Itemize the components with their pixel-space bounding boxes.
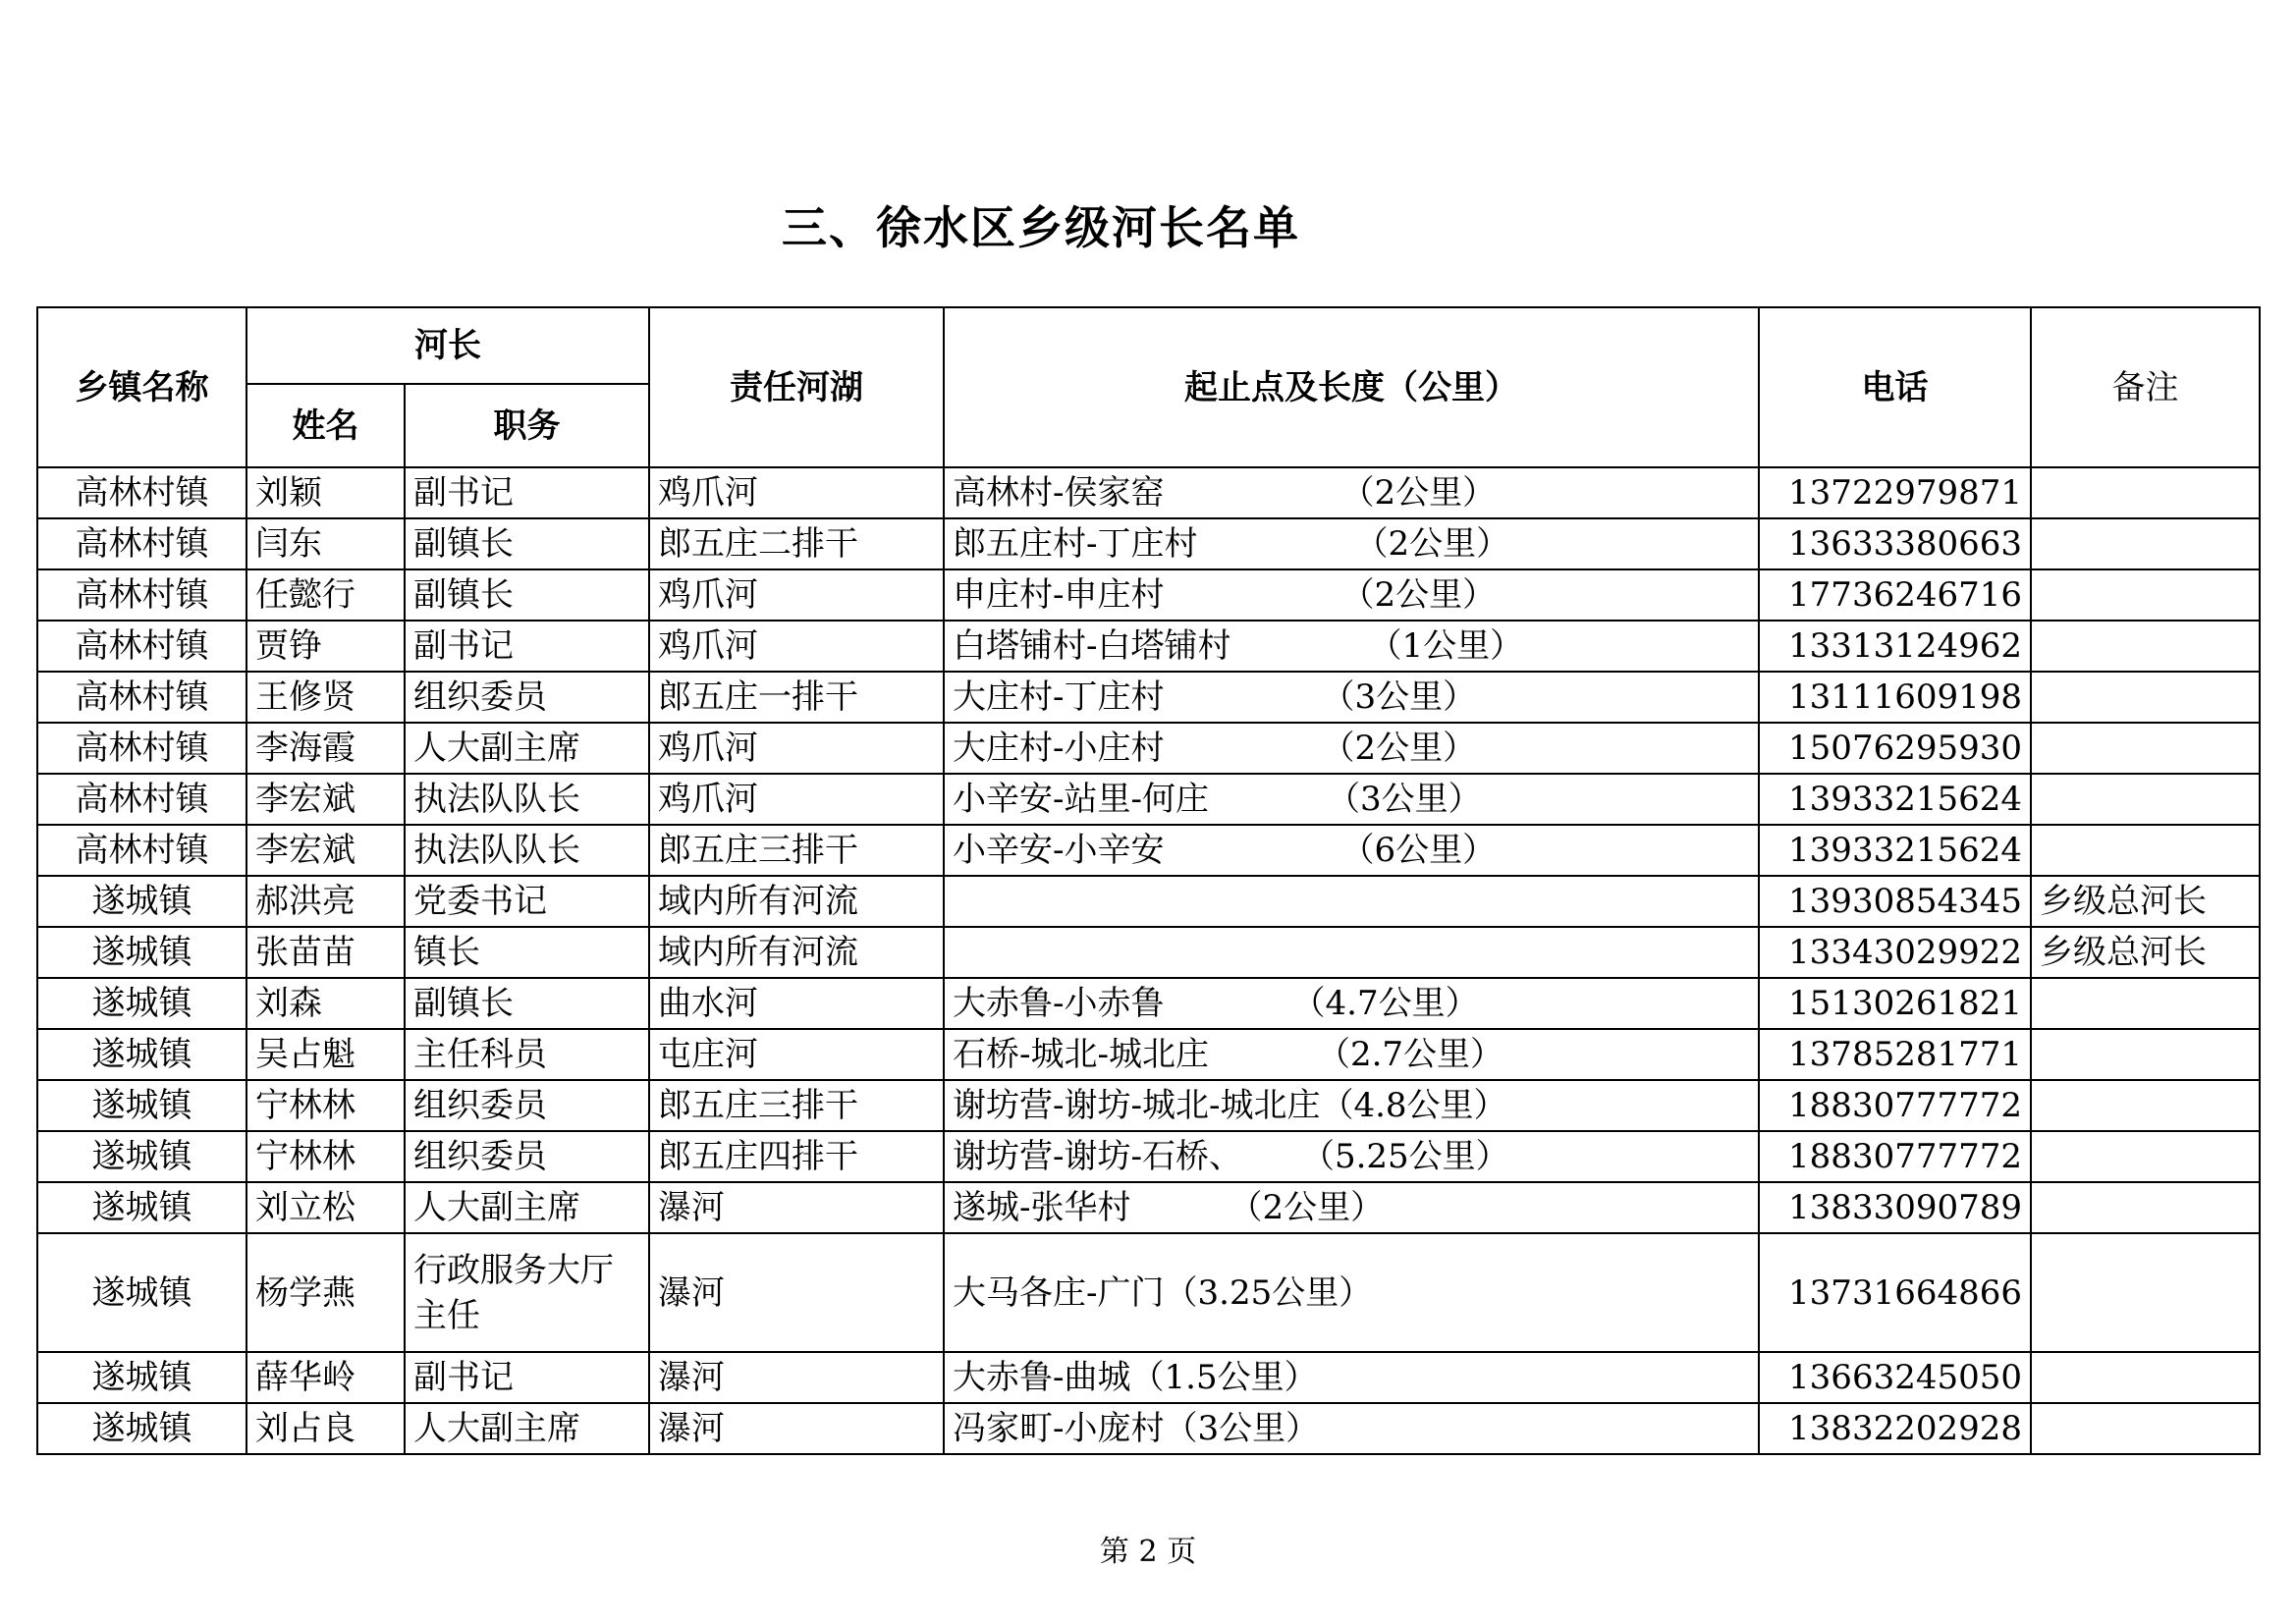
cell-note: [2031, 467, 2260, 518]
cell-name: 薛华岭: [246, 1352, 405, 1403]
cell-river: 域内所有河流: [649, 927, 944, 978]
range-length: （6公里）: [1340, 831, 1497, 870]
range-points: 大庄村-小庄村: [953, 729, 1165, 768]
cell-position: 副书记: [405, 621, 649, 672]
cell-township: 遂城镇: [37, 1029, 246, 1080]
cell-phone: 13832202928: [1759, 1403, 2031, 1454]
cell-river: 鸡爪河: [649, 467, 944, 518]
cell-position: 副镇长: [405, 978, 649, 1029]
table-row: [37, 1352, 2260, 1403]
cell-township: 高林村镇: [37, 774, 246, 825]
table-row: [37, 672, 2260, 723]
cell-name: 李宏斌: [246, 774, 405, 825]
cell-phone: 13343029922: [1759, 927, 2031, 978]
cell-note: 乡级总河长: [2031, 927, 2260, 978]
cell-position: 组织委员: [405, 672, 649, 723]
range-points: 申庄村-申庄村: [953, 575, 1165, 615]
cell-position: 副书记: [405, 467, 649, 518]
header-note: 备注: [2031, 307, 2260, 467]
cell-river: 鸡爪河: [649, 774, 944, 825]
cell-note: [2031, 978, 2260, 1029]
cell-name: 闫东: [246, 518, 405, 569]
range-points: 高林村-侯家窑: [953, 473, 1165, 513]
cell-phone: 15130261821: [1759, 978, 2031, 1029]
cell-range: [944, 1403, 1759, 1454]
cell-range: [944, 825, 1759, 876]
cell-range: [944, 723, 1759, 774]
cell-river: 郎五庄二排干: [649, 518, 944, 569]
cell-river: 郎五庄三排干: [649, 1080, 944, 1131]
cell-position: 主任科员: [405, 1029, 649, 1080]
cell-note: [2031, 621, 2260, 672]
cell-note: [2031, 672, 2260, 723]
cell-position: 执法队队长: [405, 825, 649, 876]
range-length: （3.25公里）: [1164, 1272, 1373, 1313]
header-river: 责任河湖: [649, 307, 944, 467]
cell-position: 党委书记: [405, 876, 649, 927]
cell-township: 高林村镇: [37, 672, 246, 723]
range-points: 遂城-张华村: [953, 1188, 1131, 1227]
cell-position: 组织委员: [405, 1080, 649, 1131]
range-length: （4.8公里）: [1320, 1086, 1507, 1125]
cell-river: 瀑河: [649, 1182, 944, 1233]
range-length: （1.5公里）: [1130, 1358, 1318, 1397]
cell-river: 域内所有河流: [649, 876, 944, 927]
range-points: 大赤鲁-曲城: [953, 1358, 1131, 1397]
table-row: [37, 1403, 2260, 1454]
cell-position: 组织委员: [405, 1131, 649, 1182]
cell-river: 郎五庄一排干: [649, 672, 944, 723]
cell-range: [944, 978, 1759, 1029]
cell-range: [944, 621, 1759, 672]
cell-note: [2031, 518, 2260, 569]
cell-township: 高林村镇: [37, 723, 246, 774]
cell-position: 人大副主席: [405, 1182, 649, 1233]
table-row: [37, 1080, 2260, 1131]
range-points: 谢坊营-谢坊-石桥、: [953, 1137, 1242, 1176]
cell-phone: 13933215624: [1759, 774, 2031, 825]
cell-note: [2031, 1233, 2260, 1352]
table-body: [37, 467, 2260, 1454]
header-position: 职务: [405, 384, 649, 467]
table-row: [37, 876, 2260, 927]
header-river-chief: 河长: [246, 307, 649, 384]
cell-range: [944, 518, 1759, 569]
range-length: （3公里）: [1321, 677, 1477, 717]
cell-range: [944, 1182, 1759, 1233]
cell-phone: 13633380663: [1759, 518, 2031, 569]
header-township: 乡镇名称: [37, 307, 246, 467]
cell-position: 执法队队长: [405, 774, 649, 825]
cell-name: 宁林林: [246, 1131, 405, 1182]
cell-township: 高林村镇: [37, 621, 246, 672]
cell-range: [944, 774, 1759, 825]
cell-township: 遂城镇: [37, 1352, 246, 1403]
cell-note: [2031, 825, 2260, 876]
header-phone: 电话: [1759, 307, 2031, 467]
cell-township: 遂城镇: [37, 1080, 246, 1131]
cell-note: [2031, 774, 2260, 825]
river-chief-table: [36, 306, 2261, 1455]
cell-range: [944, 467, 1759, 518]
cell-river: 鸡爪河: [649, 621, 944, 672]
range-length: （3公里）: [1326, 780, 1482, 819]
table-row: [37, 825, 2260, 876]
cell-township: 遂城镇: [37, 1233, 246, 1352]
table-row: [37, 723, 2260, 774]
cell-phone: 13933215624: [1759, 825, 2031, 876]
cell-note: [2031, 723, 2260, 774]
cell-phone: 18830777772: [1759, 1131, 2031, 1182]
cell-phone: 17736246716: [1759, 569, 2031, 621]
cell-river: 瀑河: [649, 1352, 944, 1403]
cell-name: 王修贤: [246, 672, 405, 723]
cell-phone: 13785281771: [1759, 1029, 2031, 1080]
cell-name: 刘占良: [246, 1403, 405, 1454]
cell-name: 刘立松: [246, 1182, 405, 1233]
cell-township: 高林村镇: [37, 569, 246, 621]
cell-range: [944, 1029, 1759, 1080]
cell-note: [2031, 1403, 2260, 1454]
cell-position: 副镇长: [405, 569, 649, 621]
range-length: （3公里）: [1164, 1409, 1320, 1448]
range-length: （5.25公里）: [1300, 1137, 1509, 1176]
cell-range: [944, 1131, 1759, 1182]
cell-river: 鸡爪河: [649, 569, 944, 621]
cell-township: 遂城镇: [37, 1131, 246, 1182]
table-row: [37, 467, 2260, 518]
cell-township: 高林村镇: [37, 518, 246, 569]
table-row: [37, 1131, 2260, 1182]
header-name: 姓名: [246, 384, 405, 467]
page-title: 三、徐水区乡级河长名单: [782, 201, 1300, 254]
page-number: 第 2 页: [1099, 1535, 1197, 1569]
cell-name: 郝洪亮: [246, 876, 405, 927]
cell-township: 遂城镇: [37, 1403, 246, 1454]
cell-river: 屯庄河: [649, 1029, 944, 1080]
table-row: [37, 1029, 2260, 1080]
cell-township: 遂城镇: [37, 1182, 246, 1233]
cell-township: 高林村镇: [37, 467, 246, 518]
cell-note: [2031, 1029, 2260, 1080]
cell-name: 任懿行: [246, 569, 405, 621]
cell-name: 李宏斌: [246, 825, 405, 876]
cell-name: 宁林林: [246, 1080, 405, 1131]
cell-position: 镇长: [405, 927, 649, 978]
cell-note: [2031, 569, 2260, 621]
cell-phone: 13722979871: [1759, 467, 2031, 518]
cell-name: 刘森: [246, 978, 405, 1029]
cell-position: 人大副主席: [405, 723, 649, 774]
range-points: 郎五庄村-丁庄村: [953, 524, 1198, 564]
range-points: 小辛安-站里-何庄: [953, 780, 1209, 819]
cell-position: 副书记: [405, 1352, 649, 1403]
cell-river: 鸡爪河: [649, 723, 944, 774]
cell-name: 贾铮: [246, 621, 405, 672]
cell-name: 张苗苗: [246, 927, 405, 978]
cell-note: [2031, 1131, 2260, 1182]
range-points: 冯家町-小庞村: [953, 1409, 1165, 1448]
table-row: [37, 569, 2260, 621]
range-length: （4.7公里）: [1291, 984, 1479, 1023]
cell-township: 高林村镇: [37, 825, 246, 876]
range-length: （2公里）: [1321, 729, 1477, 768]
header-range: 起止点及长度（公里）: [944, 307, 1759, 467]
cell-position: 行政服务大厅主任: [405, 1233, 649, 1352]
cell-range: [944, 876, 1759, 927]
range-points: 小辛安-小辛安: [953, 831, 1165, 870]
cell-note: [2031, 1080, 2260, 1131]
range-length: （1公里）: [1368, 626, 1524, 666]
cell-river: 曲水河: [649, 978, 944, 1029]
cell-river: 瀑河: [649, 1233, 944, 1352]
table-row: [37, 1233, 2260, 1352]
cell-name: 刘颖: [246, 467, 405, 518]
cell-phone: 13930854345: [1759, 876, 2031, 927]
cell-position: 副镇长: [405, 518, 649, 569]
range-length: （2公里）: [1340, 473, 1497, 513]
cell-note: [2031, 1352, 2260, 1403]
cell-range: [944, 1233, 1759, 1352]
cell-phone: 15076295930: [1759, 723, 2031, 774]
range-points: 谢坊营-谢坊-城北-城北庄: [953, 1086, 1321, 1125]
range-length: （2公里）: [1340, 575, 1497, 615]
cell-phone: 13663245050: [1759, 1352, 2031, 1403]
cell-phone: 13313124962: [1759, 621, 2031, 672]
cell-phone: 13731664866: [1759, 1233, 2031, 1352]
cell-phone: 18830777772: [1759, 1080, 2031, 1131]
cell-township: 遂城镇: [37, 927, 246, 978]
range-points: 石桥-城北-城北庄: [953, 1035, 1209, 1074]
cell-township: 遂城镇: [37, 876, 246, 927]
cell-phone: 13833090789: [1759, 1182, 2031, 1233]
cell-range: [944, 927, 1759, 978]
range-points: 大庄村-丁庄村: [953, 677, 1165, 717]
cell-river: 郎五庄三排干: [649, 825, 944, 876]
cell-range: [944, 1080, 1759, 1131]
cell-river: 瀑河: [649, 1403, 944, 1454]
cell-river: 郎五庄四排干: [649, 1131, 944, 1182]
range-length: （2公里）: [1354, 524, 1510, 564]
cell-name: 杨学燕: [246, 1233, 405, 1352]
cell-phone: 13111609198: [1759, 672, 2031, 723]
cell-note: [2031, 1182, 2260, 1233]
header-row-1: [37, 307, 2260, 384]
cell-note: 乡级总河长: [2031, 876, 2260, 927]
cell-range: [944, 672, 1759, 723]
table-row: [37, 978, 2260, 1029]
cell-range: [944, 1352, 1759, 1403]
range-points: 大马各庄-广门: [953, 1272, 1165, 1313]
cell-name: 吴占魁: [246, 1029, 405, 1080]
range-length: （2公里）: [1229, 1188, 1385, 1227]
range-points: 白塔铺村-白塔铺村: [953, 626, 1231, 666]
table-row: [37, 1182, 2260, 1233]
table-row: [37, 518, 2260, 569]
table-row: [37, 927, 2260, 978]
cell-name: 李海霞: [246, 723, 405, 774]
table-row: [37, 774, 2260, 825]
range-length: （2.7公里）: [1316, 1035, 1504, 1074]
cell-township: 遂城镇: [37, 978, 246, 1029]
cell-range: [944, 569, 1759, 621]
cell-position: 人大副主席: [405, 1403, 649, 1454]
range-points: 大赤鲁-小赤鲁: [953, 984, 1165, 1023]
table-row: [37, 621, 2260, 672]
